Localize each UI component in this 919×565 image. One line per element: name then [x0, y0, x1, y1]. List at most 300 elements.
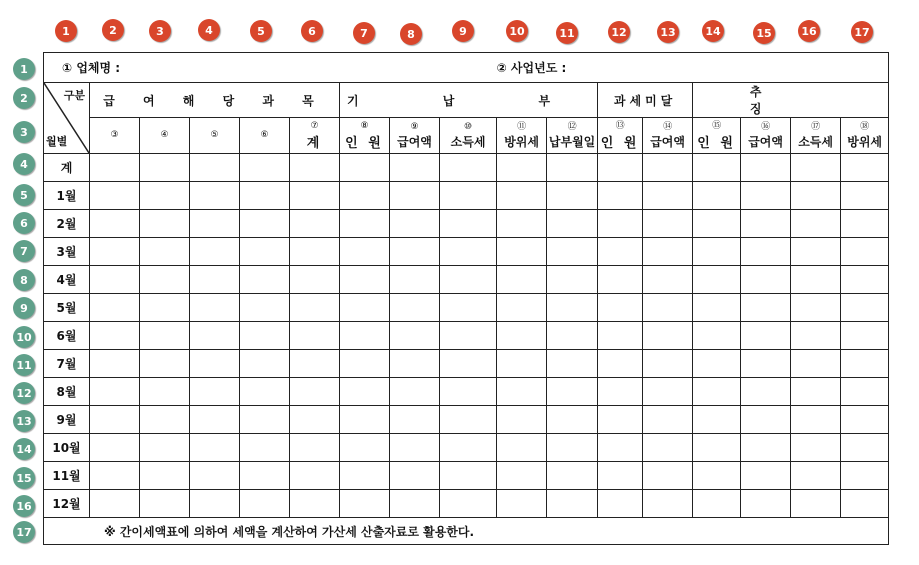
row-marker: 16	[13, 495, 35, 517]
entry-cell[interactable]	[547, 210, 598, 238]
entry-cell[interactable]	[290, 322, 340, 350]
row-marker: 6	[13, 212, 35, 234]
entry-cell[interactable]	[598, 378, 643, 406]
entry-cell[interactable]	[340, 210, 390, 238]
entry-cell[interactable]	[598, 238, 643, 266]
entry-cell[interactable]	[240, 182, 290, 210]
entry-cell[interactable]	[90, 154, 140, 182]
column-label: 급여액	[397, 134, 432, 149]
entry-cell[interactable]	[340, 238, 390, 266]
entry-cell[interactable]	[741, 434, 791, 462]
month-label: 1월	[44, 182, 90, 210]
entry-cell[interactable]	[240, 238, 290, 266]
column-header	[390, 118, 440, 154]
column-number: ⑦	[310, 120, 319, 131]
column-marker: 4	[198, 19, 220, 41]
entry-cell[interactable]	[190, 322, 240, 350]
entry-cell[interactable]	[643, 462, 693, 490]
entry-cell[interactable]	[791, 238, 841, 266]
column-label: 급여액	[748, 134, 783, 149]
entry-cell[interactable]	[90, 434, 140, 462]
entry-cell[interactable]	[693, 434, 741, 462]
entry-cell[interactable]	[90, 322, 140, 350]
entry-cell[interactable]	[547, 350, 598, 378]
entry-cell[interactable]	[497, 182, 547, 210]
entry-cell[interactable]	[140, 154, 190, 182]
entry-cell[interactable]	[547, 182, 598, 210]
entry-cell[interactable]	[791, 322, 841, 350]
entry-cell[interactable]	[440, 462, 497, 490]
column-marker: 17	[851, 21, 873, 43]
table-row	[44, 378, 889, 406]
entry-cell[interactable]	[693, 490, 741, 518]
entry-cell[interactable]	[547, 378, 598, 406]
entry-cell[interactable]	[440, 266, 497, 294]
entry-cell[interactable]	[598, 154, 643, 182]
entry-cell[interactable]	[240, 294, 290, 322]
row-marker: 8	[13, 269, 35, 291]
entry-cell[interactable]	[598, 210, 643, 238]
column-number: ⑪	[517, 121, 527, 132]
entry-cell[interactable]	[741, 238, 791, 266]
entry-cell[interactable]	[693, 238, 741, 266]
entry-cell[interactable]	[547, 406, 598, 434]
entry-cell[interactable]	[90, 462, 140, 490]
row-marker: 17	[13, 521, 35, 543]
entry-cell[interactable]	[190, 154, 240, 182]
entry-cell[interactable]	[240, 154, 290, 182]
entry-cell[interactable]	[547, 238, 598, 266]
column-number: ⑰	[811, 121, 821, 132]
row-marker: 12	[13, 382, 35, 404]
table-row	[44, 406, 889, 434]
entry-cell[interactable]	[791, 490, 841, 518]
entry-cell[interactable]	[340, 406, 390, 434]
entry-cell[interactable]	[290, 210, 340, 238]
column-number: ⑥	[260, 130, 269, 140]
entry-cell[interactable]	[841, 406, 889, 434]
entry-cell[interactable]	[290, 154, 340, 182]
entry-cell[interactable]	[791, 378, 841, 406]
entry-cell[interactable]	[190, 210, 240, 238]
entry-cell[interactable]	[390, 490, 440, 518]
column-marker: 5	[250, 20, 272, 42]
entry-cell[interactable]	[440, 182, 497, 210]
entry-cell[interactable]	[390, 378, 440, 406]
column-number: ⑭	[663, 121, 673, 132]
entry-cell[interactable]	[791, 406, 841, 434]
entry-cell[interactable]	[693, 154, 741, 182]
entry-cell[interactable]	[390, 322, 440, 350]
column-label: 소득세	[798, 134, 833, 149]
entry-cell[interactable]	[340, 266, 390, 294]
entry-cell[interactable]	[841, 182, 889, 210]
entry-cell[interactable]	[90, 490, 140, 518]
entry-cell[interactable]	[90, 294, 140, 322]
month-label: 10월	[44, 434, 90, 462]
entry-cell[interactable]	[390, 210, 440, 238]
entry-cell[interactable]	[497, 238, 547, 266]
entry-cell[interactable]	[497, 378, 547, 406]
column-header	[190, 118, 240, 154]
row-marker: 11	[13, 354, 35, 376]
entry-cell[interactable]	[140, 210, 190, 238]
withholding-ledger-table	[43, 52, 889, 545]
entry-cell[interactable]	[643, 322, 693, 350]
entry-cell[interactable]	[791, 154, 841, 182]
row-marker: 14	[13, 438, 35, 460]
entry-cell[interactable]	[140, 462, 190, 490]
business-year-field[interactable]	[497, 53, 889, 83]
column-marker: 3	[149, 20, 171, 42]
month-label: 12월	[44, 490, 90, 518]
table-row	[44, 490, 889, 518]
entry-cell[interactable]	[390, 238, 440, 266]
column-marker: 12	[608, 21, 630, 43]
entry-cell[interactable]	[190, 238, 240, 266]
row-marker: 9	[13, 297, 35, 319]
entry-cell[interactable]	[693, 294, 741, 322]
entry-cell[interactable]	[240, 462, 290, 490]
entry-cell[interactable]	[140, 350, 190, 378]
table-row	[44, 322, 889, 350]
group-taxable-items: 급 여 해 당 과 목	[90, 83, 340, 118]
entry-cell[interactable]	[741, 182, 791, 210]
entry-cell[interactable]	[643, 350, 693, 378]
row-marker: 13	[13, 410, 35, 432]
column-label: 납부월일	[548, 134, 596, 149]
entry-cell[interactable]	[90, 378, 140, 406]
entry-cell[interactable]	[841, 434, 889, 462]
entry-cell[interactable]	[390, 462, 440, 490]
entry-cell[interactable]	[440, 378, 497, 406]
entry-cell[interactable]	[841, 350, 889, 378]
entry-cell[interactable]	[290, 266, 340, 294]
entry-cell[interactable]	[290, 406, 340, 434]
entry-cell[interactable]	[340, 182, 390, 210]
month-label: 2월	[44, 210, 90, 238]
entry-cell[interactable]	[340, 294, 390, 322]
table-row	[44, 238, 889, 266]
entry-cell[interactable]	[440, 350, 497, 378]
column-number: ③	[110, 130, 119, 140]
entry-cell[interactable]	[140, 322, 190, 350]
entry-cell[interactable]	[841, 266, 889, 294]
entry-cell[interactable]	[841, 462, 889, 490]
column-marker: 6	[301, 20, 323, 42]
entry-cell[interactable]	[741, 266, 791, 294]
entry-cell[interactable]	[643, 182, 693, 210]
company-name-label: ① 업체명 :	[62, 61, 121, 75]
entry-cell[interactable]	[440, 154, 497, 182]
column-marker: 9	[452, 20, 474, 42]
entry-cell[interactable]	[791, 294, 841, 322]
entry-cell[interactable]	[90, 406, 140, 434]
entry-cell[interactable]	[598, 182, 643, 210]
entry-cell[interactable]	[340, 434, 390, 462]
entry-cell[interactable]	[547, 294, 598, 322]
entry-cell[interactable]	[290, 238, 340, 266]
entry-cell[interactable]	[390, 294, 440, 322]
column-marker: 15	[753, 22, 775, 44]
entry-cell[interactable]	[140, 406, 190, 434]
entry-cell[interactable]	[598, 406, 643, 434]
table-row	[44, 210, 889, 238]
entry-cell[interactable]	[791, 266, 841, 294]
entry-cell[interactable]	[841, 238, 889, 266]
entry-cell[interactable]	[340, 490, 390, 518]
entry-cell[interactable]	[190, 406, 240, 434]
entry-cell[interactable]	[693, 406, 741, 434]
row-marker: 1	[13, 58, 35, 80]
entry-cell[interactable]	[90, 266, 140, 294]
corner-top-label: 구분	[63, 89, 85, 102]
entry-cell[interactable]	[741, 210, 791, 238]
entry-cell[interactable]	[440, 490, 497, 518]
entry-cell[interactable]	[190, 490, 240, 518]
month-label: 4월	[44, 266, 90, 294]
entry-cell[interactable]	[841, 490, 889, 518]
entry-cell[interactable]	[290, 350, 340, 378]
entry-cell[interactable]	[693, 266, 741, 294]
row-marker: 4	[13, 153, 35, 175]
entry-cell[interactable]	[791, 182, 841, 210]
entry-cell[interactable]	[497, 434, 547, 462]
entry-cell[interactable]	[390, 350, 440, 378]
entry-cell[interactable]	[598, 462, 643, 490]
entry-cell[interactable]	[190, 434, 240, 462]
entry-cell[interactable]	[290, 434, 340, 462]
entry-cell[interactable]	[290, 462, 340, 490]
entry-cell[interactable]	[240, 378, 290, 406]
entry-cell[interactable]	[741, 294, 791, 322]
column-marker: 11	[556, 22, 578, 44]
table-row	[44, 266, 889, 294]
entry-cell[interactable]	[240, 406, 290, 434]
entry-cell[interactable]	[140, 238, 190, 266]
column-number: ⑯	[761, 121, 771, 132]
entry-cell[interactable]	[240, 434, 290, 462]
column-marker: 14	[702, 20, 724, 42]
row-marker: 2	[13, 87, 35, 109]
entry-cell[interactable]	[340, 378, 390, 406]
column-header	[547, 118, 598, 154]
entry-cell[interactable]	[497, 322, 547, 350]
entry-cell[interactable]	[741, 462, 791, 490]
entry-cell[interactable]	[497, 266, 547, 294]
entry-cell[interactable]	[240, 350, 290, 378]
group-prepaid: 기 납 부	[340, 83, 598, 118]
entry-cell[interactable]	[390, 406, 440, 434]
entry-cell[interactable]	[290, 378, 340, 406]
group-additional-collection: 추 징	[693, 83, 889, 118]
entry-cell[interactable]	[440, 322, 497, 350]
entry-cell[interactable]	[340, 350, 390, 378]
month-label: 7월	[44, 350, 90, 378]
entry-cell[interactable]	[140, 266, 190, 294]
entry-cell[interactable]	[598, 322, 643, 350]
column-header	[90, 118, 140, 154]
entry-cell[interactable]	[643, 378, 693, 406]
column-number: ⑱	[860, 121, 870, 132]
month-label: 계	[44, 154, 90, 182]
entry-cell[interactable]	[290, 182, 340, 210]
month-label: 6월	[44, 322, 90, 350]
column-header	[290, 118, 340, 154]
month-label: 11월	[44, 462, 90, 490]
entry-cell[interactable]	[598, 490, 643, 518]
entry-cell[interactable]	[440, 406, 497, 434]
entry-cell[interactable]	[791, 462, 841, 490]
entry-cell[interactable]	[240, 266, 290, 294]
table-row	[44, 182, 889, 210]
entry-cell[interactable]	[440, 210, 497, 238]
entry-cell[interactable]	[547, 266, 598, 294]
entry-cell[interactable]	[340, 154, 390, 182]
entry-cell[interactable]	[390, 266, 440, 294]
entry-cell[interactable]	[741, 154, 791, 182]
entry-cell[interactable]	[440, 294, 497, 322]
row-marker: 15	[13, 467, 35, 489]
entry-cell[interactable]	[497, 406, 547, 434]
column-header	[643, 118, 693, 154]
table-row	[44, 350, 889, 378]
entry-cell[interactable]	[643, 294, 693, 322]
entry-cell[interactable]	[190, 462, 240, 490]
entry-cell[interactable]	[693, 378, 741, 406]
column-label: 급여액	[650, 134, 685, 149]
entry-cell[interactable]	[340, 322, 390, 350]
entry-cell[interactable]	[693, 210, 741, 238]
entry-cell[interactable]	[693, 462, 741, 490]
entry-cell[interactable]	[693, 350, 741, 378]
entry-cell[interactable]	[90, 350, 140, 378]
entry-cell[interactable]	[140, 378, 190, 406]
column-number: ⑫	[567, 121, 577, 132]
corner-header-cell	[44, 83, 90, 154]
month-label: 9월	[44, 406, 90, 434]
column-label: 계	[306, 135, 323, 151]
month-label: 3월	[44, 238, 90, 266]
entry-cell[interactable]	[497, 294, 547, 322]
entry-cell[interactable]	[643, 238, 693, 266]
entry-cell[interactable]	[190, 266, 240, 294]
row-marker: 7	[13, 240, 35, 262]
entry-cell[interactable]	[140, 182, 190, 210]
entry-cell[interactable]	[547, 154, 598, 182]
entry-cell[interactable]	[497, 490, 547, 518]
entry-cell[interactable]	[741, 490, 791, 518]
column-marker: 2	[102, 19, 124, 41]
entry-cell[interactable]	[643, 154, 693, 182]
entry-cell[interactable]	[643, 434, 693, 462]
entry-cell[interactable]	[190, 350, 240, 378]
corner-bottom-label: 월별	[46, 135, 68, 148]
entry-cell[interactable]	[140, 490, 190, 518]
entry-cell[interactable]	[598, 350, 643, 378]
entry-cell[interactable]	[90, 210, 140, 238]
entry-cell[interactable]	[440, 434, 497, 462]
entry-cell[interactable]	[741, 378, 791, 406]
entry-cell[interactable]	[290, 294, 340, 322]
entry-cell[interactable]	[791, 434, 841, 462]
row-marker: 10	[13, 326, 35, 348]
entry-cell[interactable]	[497, 462, 547, 490]
column-header	[240, 118, 290, 154]
entry-cell[interactable]	[440, 238, 497, 266]
entry-cell[interactable]	[190, 182, 240, 210]
column-header	[841, 118, 889, 154]
entry-cell[interactable]	[598, 266, 643, 294]
company-name-field[interactable]	[44, 53, 497, 83]
column-header	[693, 118, 741, 154]
column-number: ⑮	[712, 120, 722, 131]
entry-cell[interactable]	[693, 322, 741, 350]
entry-cell[interactable]	[497, 154, 547, 182]
column-number: ⑨	[410, 121, 419, 132]
entry-cell[interactable]	[240, 322, 290, 350]
entry-cell[interactable]	[497, 210, 547, 238]
entry-cell[interactable]	[643, 490, 693, 518]
entry-cell[interactable]	[190, 378, 240, 406]
row-marker: 3	[13, 121, 35, 143]
column-marker: 16	[798, 20, 820, 42]
entry-cell[interactable]	[841, 378, 889, 406]
entry-cell[interactable]	[791, 210, 841, 238]
entry-cell[interactable]	[90, 238, 140, 266]
entry-cell[interactable]	[547, 434, 598, 462]
entry-cell[interactable]	[643, 406, 693, 434]
entry-cell[interactable]	[390, 434, 440, 462]
entry-cell[interactable]	[340, 462, 390, 490]
entry-cell[interactable]	[841, 322, 889, 350]
entry-cell[interactable]	[190, 294, 240, 322]
entry-cell[interactable]	[741, 406, 791, 434]
entry-cell[interactable]	[741, 350, 791, 378]
entry-cell[interactable]	[841, 154, 889, 182]
entry-cell[interactable]	[240, 210, 290, 238]
entry-cell[interactable]	[693, 182, 741, 210]
entry-cell[interactable]	[240, 490, 290, 518]
entry-cell[interactable]	[140, 434, 190, 462]
column-marker: 7	[353, 22, 375, 44]
entry-cell[interactable]	[547, 322, 598, 350]
column-marker: 1	[55, 20, 77, 42]
entry-cell[interactable]	[791, 350, 841, 378]
entry-cell[interactable]	[598, 434, 643, 462]
entry-cell[interactable]	[390, 182, 440, 210]
column-header	[791, 118, 841, 154]
entry-cell[interactable]	[598, 294, 643, 322]
entry-cell[interactable]	[547, 462, 598, 490]
entry-cell[interactable]	[390, 154, 440, 182]
entry-cell[interactable]	[90, 182, 140, 210]
entry-cell[interactable]	[643, 266, 693, 294]
entry-cell[interactable]	[290, 490, 340, 518]
column-label: 인 원	[697, 135, 736, 151]
column-marker: 10	[506, 20, 528, 42]
entry-cell[interactable]	[140, 294, 190, 322]
month-label: 8월	[44, 378, 90, 406]
column-number: ⑧	[360, 120, 369, 131]
entry-cell[interactable]	[741, 322, 791, 350]
entry-cell[interactable]	[841, 294, 889, 322]
entry-cell[interactable]	[841, 210, 889, 238]
column-number: ⑩	[464, 121, 473, 132]
entry-cell[interactable]	[497, 350, 547, 378]
entry-cell[interactable]	[643, 210, 693, 238]
entry-cell[interactable]	[547, 490, 598, 518]
